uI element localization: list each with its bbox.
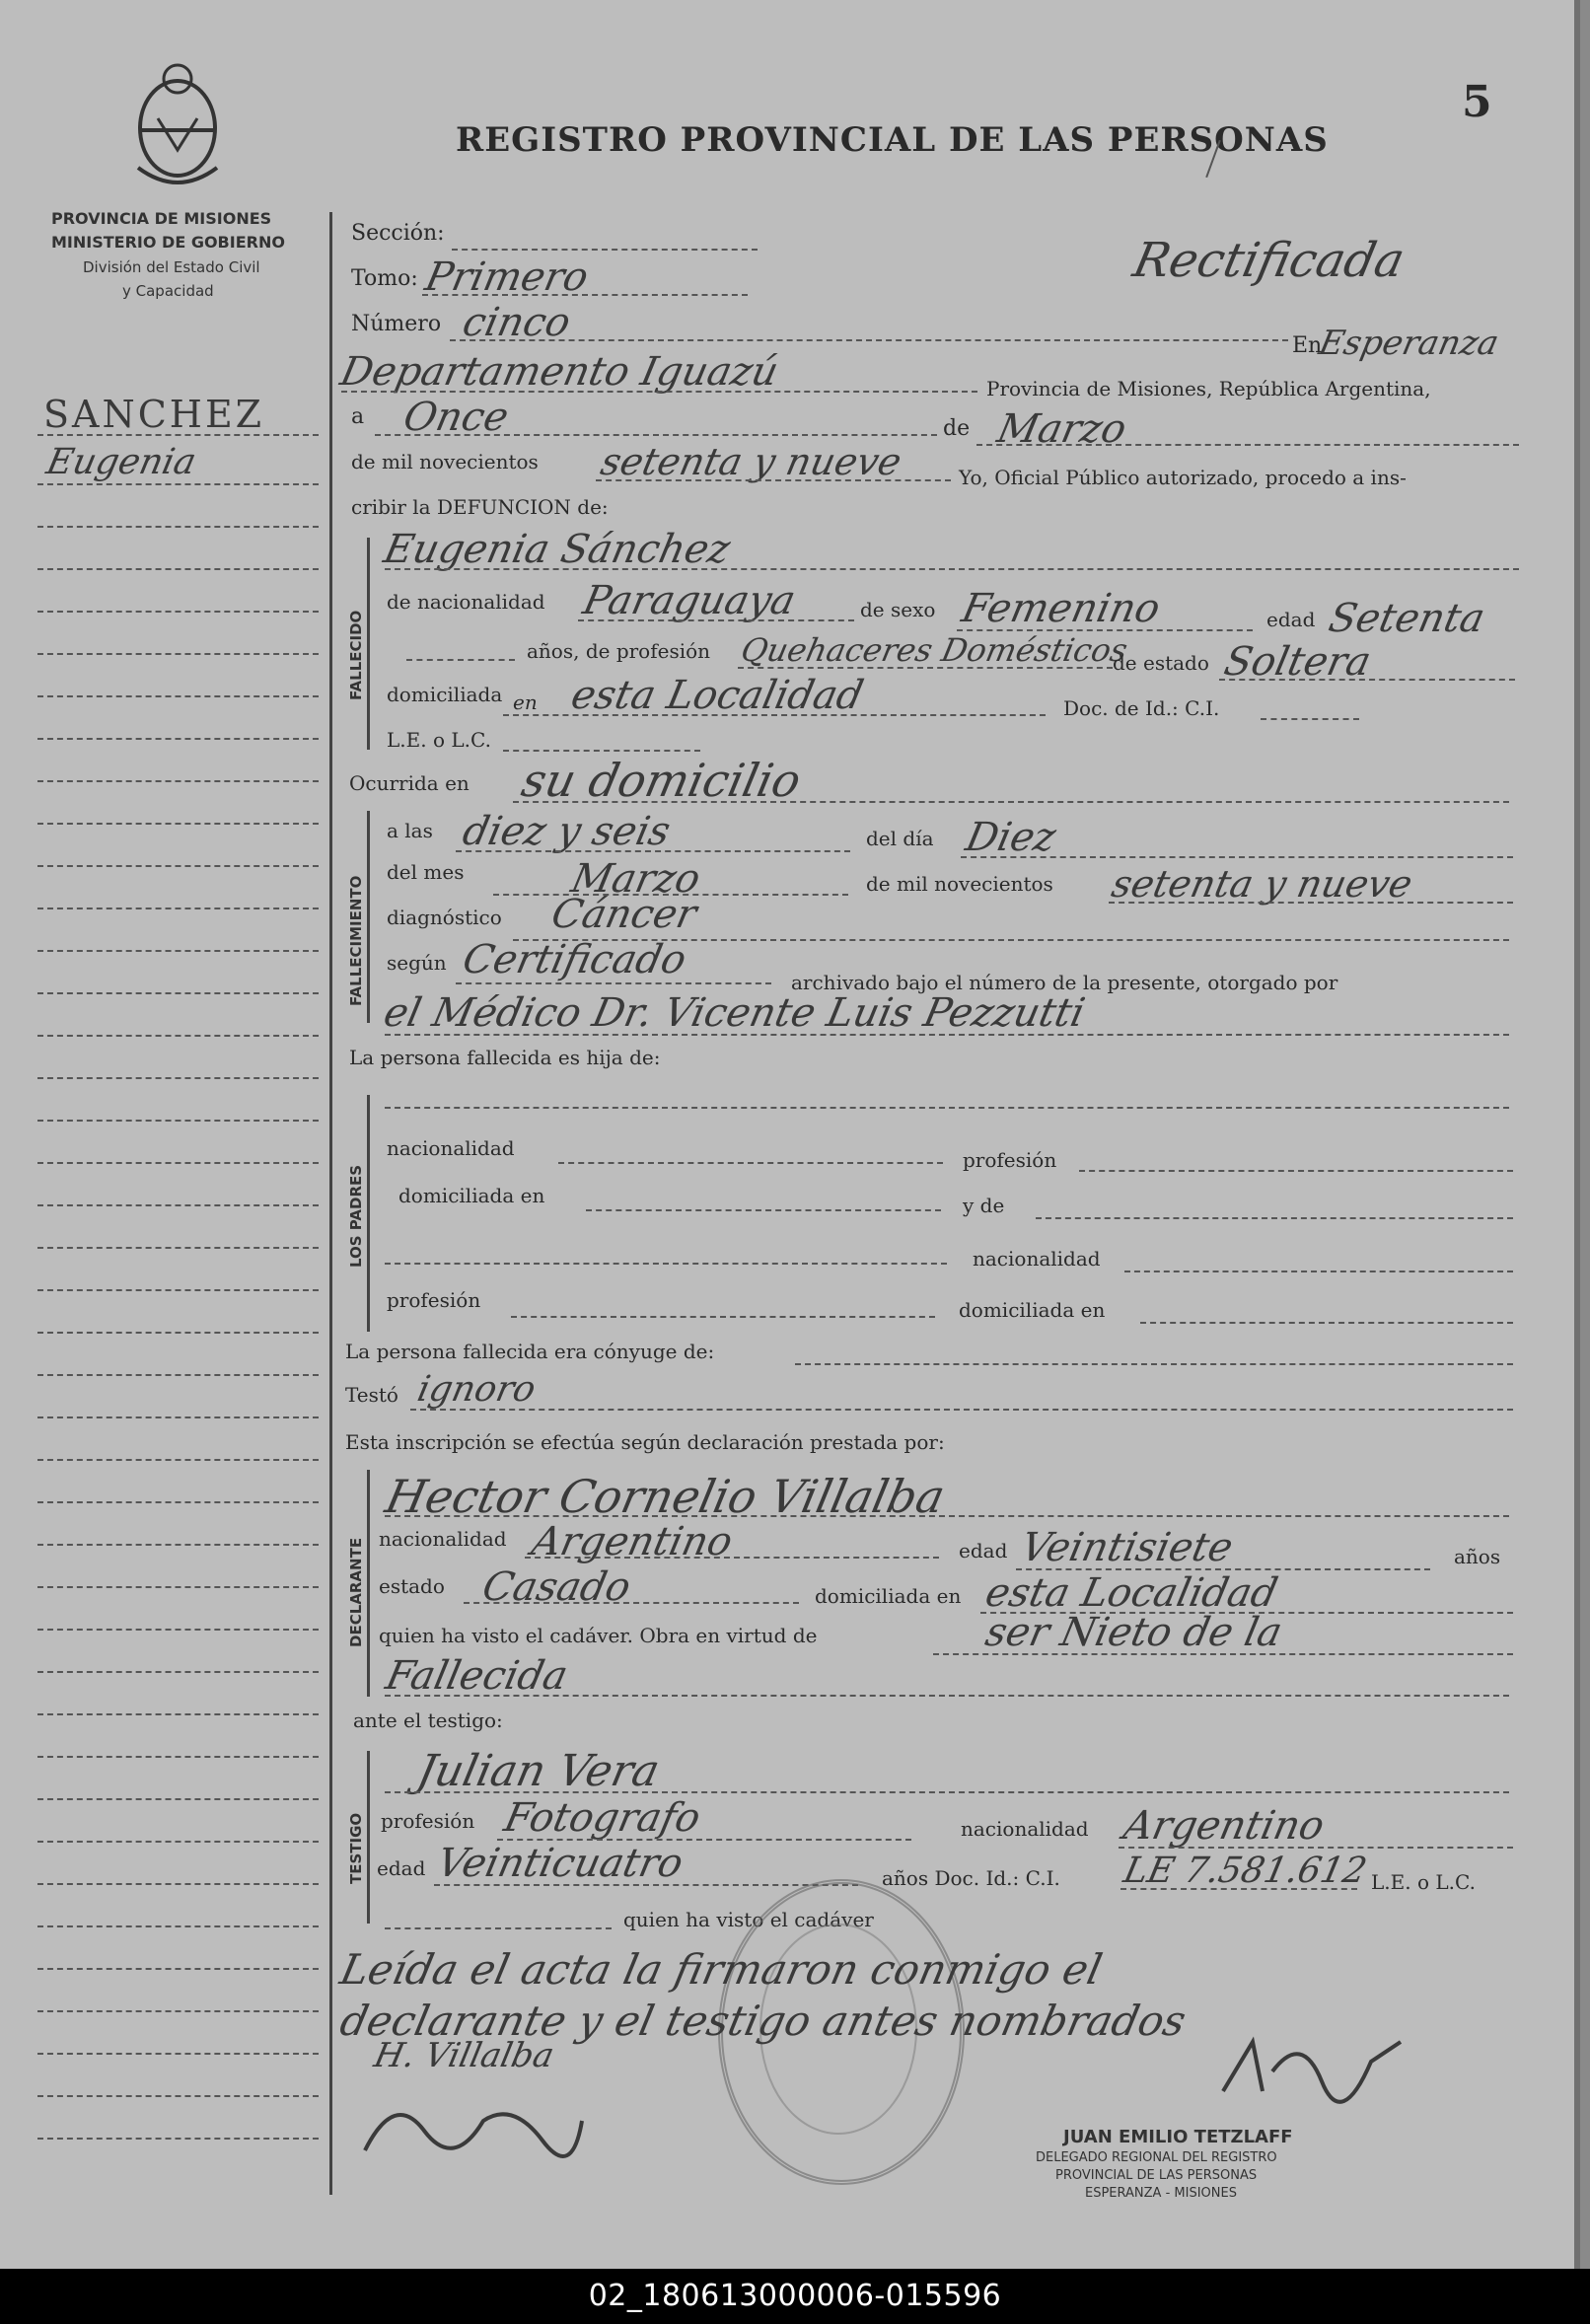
hija-label: La persona fallecida es hija de: (349, 1046, 661, 1069)
margin-line (37, 526, 319, 528)
padres-profesion2-line (511, 1316, 935, 1318)
padres-y-de-line (1036, 1217, 1513, 1219)
fallecido-estado: Soltera (1220, 639, 1375, 685)
margin-line (37, 1544, 319, 1546)
del-mes-label: del mes (387, 860, 465, 884)
padres-domiciliada-label: domiciliada en (398, 1184, 545, 1207)
declarante-nombre-line (385, 1515, 1509, 1517)
margin-line (37, 434, 319, 436)
padres-profesion-label: profesión (963, 1148, 1057, 1172)
hora-value: diez y seis (459, 809, 675, 854)
provincia-label: Provincia de Misiones, República Argentina, (986, 377, 1431, 400)
fallecido-le-line (503, 750, 700, 752)
departamento-line (341, 391, 977, 393)
testigo-cadaver-label: quien ha visto el cadáver (623, 1908, 874, 1931)
margin-border (329, 212, 332, 2195)
margin-line (37, 1841, 319, 1843)
dia-fallecimiento-line (961, 856, 1513, 858)
numero-label: Número (351, 312, 442, 336)
signature-left: H. Villalba (370, 2036, 558, 2075)
margin-line (37, 1883, 319, 1885)
testigo-doc-line (1120, 1888, 1357, 1890)
de-label: de (943, 416, 971, 441)
en-label: En (1292, 333, 1323, 358)
anio-fallecimiento-line (1109, 902, 1513, 904)
mes-fallecimiento: Marzo (567, 856, 704, 902)
margin-line (37, 1120, 319, 1122)
declarante-nombre: Hector Cornelio Villalba (381, 1470, 950, 1523)
padres-profesion2-label: profesión (387, 1288, 481, 1312)
dia-value: Once (399, 395, 513, 440)
margin-line (37, 1289, 319, 1291)
oficial-label: Yo, Oficial Público autorizado, procedo a ins- (959, 466, 1407, 489)
margin-line (37, 1671, 319, 1673)
declarante-domiciliada-label: domiciliada en (815, 1584, 962, 1608)
dia-fallecimiento: Diez (962, 815, 1060, 860)
declarante-section-label: DECLARANTE (347, 1537, 365, 1647)
coat-of-arms-icon (128, 59, 227, 187)
declarante-edad-label: edad (959, 1539, 1008, 1562)
declarante-estado: Casado (478, 1564, 635, 1610)
declarante-virtud-line (933, 1653, 1513, 1655)
ocurrida-label: Ocurrida en (349, 771, 470, 795)
header-ministry: MINISTERIO DE GOBIERNO (51, 233, 285, 252)
seccion-line (452, 249, 758, 251)
margin-line (37, 738, 319, 740)
fallecido-estado-label: de estado (1113, 651, 1209, 675)
declarante-virtud: ser Nieto de la (981, 1610, 1286, 1655)
testigo-le-label: L.E. o L.C. (1371, 1870, 1476, 1894)
numero-value: cinco (459, 300, 575, 345)
declarante-estado-line (464, 1602, 799, 1604)
declarante-domicilio: esta Localidad (981, 1570, 1282, 1616)
fallecido-profesion-line (738, 667, 1113, 669)
margin-line (37, 908, 319, 909)
tomo-label: Tomo: (351, 266, 418, 291)
margin-line (37, 2010, 319, 2012)
inscribir-label: cribir la DEFUNCION de: (351, 495, 609, 519)
fallecido-section-label: FALLECIDO (347, 610, 365, 700)
declarante-estado-label: estado (379, 1574, 445, 1598)
margin-line (37, 568, 319, 570)
testo-line (410, 1409, 1513, 1411)
testigo-edad-line (434, 1884, 858, 1886)
archivado-label: archivado bajo el número de la presente, otorgado por (791, 971, 1338, 994)
margin-line (37, 1925, 319, 1927)
segun-label: según (387, 951, 447, 975)
mil-fallecimiento-label: de mil novecientos (866, 872, 1053, 896)
fallecido-nacionalidad-line (578, 619, 854, 621)
margin-line (37, 2138, 319, 2140)
official-title-1: DELEGADO REGIONAL DEL REGISTRO (1036, 2150, 1277, 2165)
a-label: a (351, 404, 365, 429)
del-dia-label: del día (866, 827, 934, 850)
testigo-nombre-line (385, 1791, 1509, 1793)
tomo-value: Primero (421, 254, 593, 300)
testigo-doc: LE 7.581.612 (1120, 1851, 1371, 1891)
fallecido-domiciliada-label: domiciliada (387, 683, 503, 706)
fallecido-profesion: Quehaceres Domésticos (737, 631, 1131, 669)
margin-line (37, 1247, 319, 1249)
mes-value: Marzo (993, 406, 1130, 452)
margin-line (37, 695, 319, 697)
anio-value: setenta y nueve (597, 440, 905, 483)
header-capacity: y Capacidad (122, 282, 214, 300)
ocurrida-line (513, 801, 1509, 803)
segun-line (456, 982, 771, 984)
padres-nacionalidad-line (558, 1162, 943, 1164)
padres-domiciliada2-label: domiciliada en (959, 1298, 1106, 1322)
tomo-line (422, 294, 748, 296)
medico-value: el Médico Dr. Vicente Luis Pezzutti (380, 990, 1089, 1036)
margin-line (37, 992, 319, 994)
margin-line (37, 950, 319, 952)
diagnostico-label: diagnóstico (387, 906, 502, 929)
closing-line-1: Leída el acta la firmaron conmigo el (335, 1945, 1107, 1994)
fallecido-edad: Setenta (1325, 596, 1489, 641)
testigo-edad-label: edad (377, 1856, 426, 1880)
declarante-edad: Veintisiete (1017, 1525, 1237, 1570)
margin-line (37, 1501, 319, 1503)
en-value: Esperanza (1315, 324, 1503, 363)
testigo-section-label: TESTIGO (347, 1812, 365, 1884)
padres-y-de-label: y de (963, 1194, 1005, 1217)
margin-line (37, 780, 319, 782)
hora-line (456, 850, 850, 852)
testigo-profesion-label: profesión (381, 1809, 475, 1833)
margin-line (37, 1332, 319, 1334)
official-name: JUAN EMILIO TETZLAFF (1063, 2127, 1293, 2147)
testigo-nacionalidad-line (1119, 1847, 1513, 1849)
footer-bar (0, 2269, 1590, 2324)
margin-given-name: Eugenia (42, 442, 200, 482)
margin-line (37, 1713, 319, 1715)
testo-label: Testó (345, 1383, 398, 1407)
testigo-bar (367, 1751, 370, 1924)
fallecido-le-label: L.E. o L.C. (387, 728, 491, 752)
fallecido-domicilio-pre: en (513, 690, 538, 714)
medico-line (385, 1034, 1509, 1036)
fallecido-estado-line (1219, 679, 1515, 681)
signature-scribble-icon (355, 2081, 592, 2170)
declarante-nacionalidad-line (525, 1557, 939, 1559)
dia-line (375, 434, 937, 436)
margin-line (37, 2095, 319, 2097)
testigo-anos-doc-label: años Doc. Id.: C.I. (882, 1866, 1060, 1890)
margin-line (37, 1077, 319, 1079)
header-province: PROVINCIA DE MISIONES (51, 209, 272, 228)
official-place: ESPERANZA - MISIONES (1085, 2186, 1237, 2201)
testigo-nacionalidad: Argentino (1120, 1803, 1329, 1849)
padres-line-1 (385, 1107, 1509, 1109)
fallecido-sexo-label: de sexo (860, 598, 936, 621)
fallecido-anos-line (406, 659, 515, 661)
official-title-2: PROVINCIAL DE LAS PERSONAS (1055, 2168, 1258, 2183)
testo-value: ignoro (413, 1369, 540, 1410)
margin-line (37, 483, 319, 485)
declarante-virtud2: Fallecida (382, 1653, 572, 1699)
testigo-ante-label: ante el testigo: (353, 1708, 503, 1732)
padres-line-2 (385, 1263, 947, 1265)
margin-line (37, 2053, 319, 2055)
margin-surname: SANCHEZ (43, 393, 265, 436)
testigo-cadaver-line (385, 1927, 612, 1929)
margin-line (37, 1374, 319, 1376)
padres-nacionalidad2-line (1124, 1271, 1513, 1272)
annotation-rectificada: Rectificada (1128, 233, 1409, 288)
declarante-anos-label: años (1454, 1545, 1501, 1568)
a-las-label: a las (387, 819, 433, 842)
padres-domiciliada2-line (1140, 1322, 1513, 1324)
margin-line (37, 1204, 319, 1206)
fallecido-sexo: Femenino (958, 586, 1165, 631)
anio-line (596, 479, 951, 481)
official-signature-icon (1213, 2032, 1410, 2111)
fallecido-domicilio: esta Localidad (567, 673, 868, 718)
fallecido-bar (367, 538, 370, 750)
numero-line (450, 339, 1288, 341)
padres-profesion-line (1079, 1170, 1513, 1172)
margin-line (37, 1798, 319, 1800)
margin-line (37, 1586, 319, 1588)
margin-line (37, 611, 319, 613)
mes-line (976, 444, 1519, 446)
fallecido-nacionalidad: Paraguaya (579, 578, 800, 623)
ocurrida-value: su domicilio (517, 754, 806, 807)
margin-line (37, 1968, 319, 1970)
margin-line (37, 865, 319, 867)
padres-nacionalidad-label: nacionalidad (387, 1136, 515, 1160)
page-number: 5 (1462, 77, 1492, 127)
fallecido-nacionalidad-label: de nacionalidad (387, 590, 545, 614)
margin-line (37, 1416, 319, 1418)
testigo-nacionalidad-label: nacionalidad (961, 1817, 1089, 1841)
testigo-profesion: Fotografo (500, 1795, 705, 1841)
conyuge-label: La persona fallecida era cónyuge de: (345, 1340, 715, 1363)
padres-nacionalidad2-label: nacionalidad (973, 1247, 1101, 1271)
closing-line-2: declarante y el testigo antes nombrados (335, 1997, 1191, 2045)
anio-fallecimiento: setenta y nueve (1108, 862, 1416, 906)
fallecimiento-bar (367, 811, 370, 1023)
conyuge-line (795, 1363, 1513, 1365)
padres-section-label: LOS PADRES (347, 1164, 365, 1268)
fallecido-edad-label: edad (1266, 608, 1316, 631)
margin-line (37, 823, 319, 825)
fallecido-profesion-label: años, de profesión (527, 639, 711, 663)
fallecido-domicilio-line (503, 714, 1046, 716)
margin-line (37, 653, 319, 655)
fallecido-nombre: Eugenia Sánchez (380, 527, 735, 572)
declarante-bar (367, 1470, 370, 1697)
padres-domiciliada-line (586, 1209, 941, 1211)
inscripcion-label: Esta inscripción se efectúa según declaración prestada por: (345, 1430, 945, 1454)
padres-bar (367, 1095, 370, 1332)
fallecido-nombre-line (385, 568, 1519, 570)
declarante-nacionalidad: Argentino (528, 1519, 737, 1564)
testigo-nombre: Julian Vera (412, 1746, 665, 1796)
seccion-label: Sección: (351, 221, 445, 246)
footer-code: 02_180613000006-015596 (588, 2279, 1002, 2313)
margin-line (37, 1035, 319, 1037)
departamento-value: Departamento Iguazú (336, 349, 783, 395)
segun-value: Certificado (459, 937, 690, 982)
page-title: REGISTRO PROVINCIAL DE LAS PERSONAS (456, 120, 1329, 160)
fallecido-doc-label: Doc. de Id.: C.I. (1063, 696, 1220, 720)
fallecido-doc-line (1261, 718, 1359, 720)
header-division: División del Estado Civil (83, 258, 260, 276)
mil-label: de mil novecientos (351, 450, 539, 473)
margin-line (37, 1756, 319, 1758)
fallecimiento-section-label: FALLECIMIENTO (347, 875, 365, 1006)
margin-line (37, 1162, 319, 1164)
declarante-nacionalidad-label: nacionalidad (379, 1527, 507, 1551)
margin-line (37, 1629, 319, 1631)
diagnostico-value: Cáncer (547, 892, 701, 937)
declarante-cadaver-label: quien ha visto el cadáver. Obra en virtud de (379, 1624, 818, 1647)
margin-line (37, 1459, 319, 1461)
testigo-edad: Veinticuatro (433, 1841, 687, 1886)
declarante-virtud2-line (385, 1695, 1509, 1697)
